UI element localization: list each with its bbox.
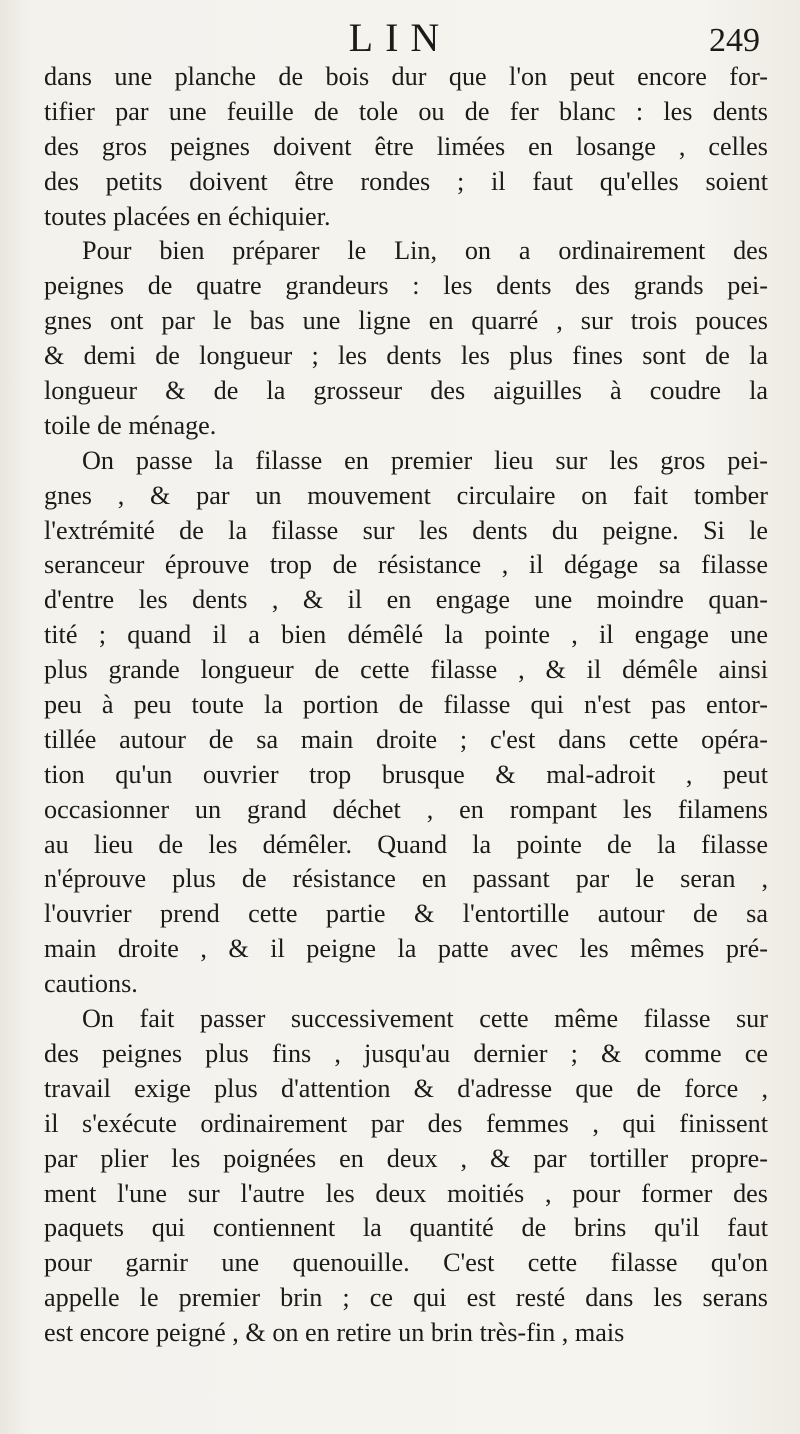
paragraph bbox=[44, 444, 768, 1002]
text-line: gnes , & par un mouvement circulaire on fait tomber bbox=[44, 480, 768, 510]
text-line: des peignes plus fins , jusqu'au dernier ; & comme ce bbox=[44, 1038, 768, 1068]
text-line: toile de ménage. bbox=[44, 410, 217, 440]
text-line: d'entre les dents , & il en engage une moindre quan- bbox=[44, 585, 768, 615]
text-line: tillée autour de sa main droite ; c'est dans cette opéra- bbox=[44, 724, 768, 754]
text-line: est encore peigné , & on en retire un brin très-fin , mais bbox=[44, 1318, 625, 1348]
paragraph bbox=[44, 234, 768, 443]
text-line: seranceur éprouve trop de résistance , il dégage sa filasse bbox=[44, 550, 768, 580]
text-line: On passe la filasse en premier lieu sur les gros pei- bbox=[82, 445, 768, 475]
body-text bbox=[44, 60, 768, 1351]
text-line: tité ; quand il a bien démêlé la pointe , il engage une bbox=[44, 620, 768, 650]
text-line: peignes de quatre grandeurs : les dents des grands pei- bbox=[44, 271, 768, 301]
text-line: n'éprouve plus de résistance en passant par le seran , bbox=[44, 864, 768, 894]
text-line: par plier les poignées en deux , & par tortiller propre- bbox=[44, 1143, 768, 1173]
text-line: dans une planche de bois dur que l'on peut encore for- bbox=[44, 62, 768, 91]
text-line: tifier par une feuille de tole ou de fer blanc : les dents bbox=[44, 96, 768, 126]
text-line: paquets qui contiennent la quantité de brins qu'il faut bbox=[44, 1213, 768, 1243]
text-line: tion qu'un ouvrier trop brusque & mal-adroit , peut bbox=[44, 759, 768, 789]
text-line: Pour bien préparer le Lin, on a ordinairement des bbox=[82, 236, 768, 266]
text-line: longueur & de la grosseur des aiguilles à coudre la bbox=[44, 376, 768, 406]
text-line: & demi de longueur ; les dents les plus fines sont de la bbox=[44, 341, 768, 371]
text-line: l'extrémité de la filasse sur les dents du peigne. Si le bbox=[44, 515, 768, 545]
text-line: cautions. bbox=[44, 969, 138, 999]
text-line: plus grande longueur de cette filasse , & il démêle ainsi bbox=[44, 655, 768, 685]
paragraph bbox=[44, 60, 768, 234]
page-number: 249 bbox=[709, 22, 760, 59]
text-line: travail exige plus d'attention & d'adresse que de force , bbox=[44, 1073, 768, 1103]
paragraph bbox=[44, 1002, 768, 1351]
running-head: LIN bbox=[348, 15, 452, 60]
text-line: des gros peignes doivent être limées en losange , celles bbox=[44, 131, 768, 161]
text-line: il s'exécute ordinairement par des femmes , qui finissent bbox=[44, 1108, 768, 1138]
text-line: l'ouvrier prend cette partie & l'entortille autour de sa bbox=[44, 899, 768, 929]
text-line: On fait passer successivement cette même filasse sur bbox=[82, 1004, 768, 1034]
text-line: main droite , & il peigne la patte avec les mêmes pré- bbox=[44, 934, 768, 964]
text-line: des petits doivent être rondes ; il faut qu'elles soient bbox=[44, 166, 768, 196]
text-line: peu à peu toute la portion de filasse qui n'est pas entor- bbox=[44, 690, 768, 720]
text-line: appelle le premier brin ; ce qui est resté dans les serans bbox=[44, 1283, 768, 1313]
text-line: pour garnir une quenouille. C'est cette filasse qu'on bbox=[44, 1248, 768, 1278]
text-line: gnes ont par le bas une ligne en quarré , sur trois pouces bbox=[44, 306, 768, 336]
text-line: ment l'une sur l'autre les deux moitiés , pour former des bbox=[44, 1178, 768, 1208]
text-line: au lieu de les démêler. Quand la pointe de la filasse bbox=[44, 829, 768, 859]
page-header bbox=[0, 8, 800, 64]
text-line: occasionner un grand déchet , en rompant les filamens bbox=[44, 794, 768, 824]
text-line: toutes placées en échiquier. bbox=[44, 201, 331, 231]
